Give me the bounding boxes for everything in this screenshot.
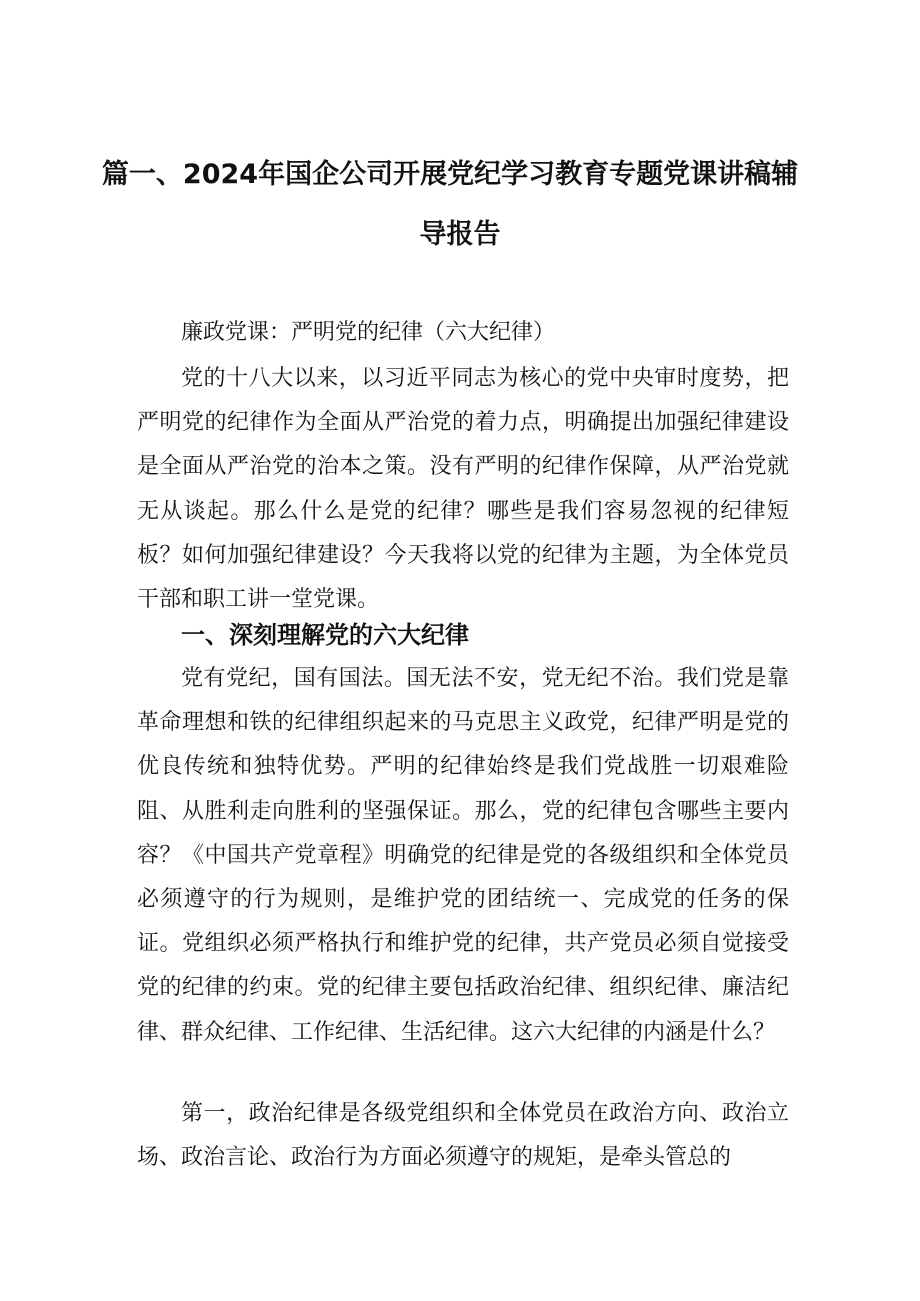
document-title-line-1: 篇一、2024年国企公司开展党纪学习教育专题党课讲稿辅 <box>101 159 799 190</box>
paragraph-discipline-overview <box>137 657 789 1055</box>
paragraph-text: 党有党纪，国有国法。国无法不安，党无纪不治。我们党是靠革命理想和铁的纪律组织起来的马克思主义政党，纪律严明是党的优良传统和独特优势。严明的纪律始终是我们党战胜一切艰难险阻、从胜利走向胜利的坚强保证。那么，党的纪律包含哪些主要内容？《中国共产党章程》明确党的纪律是党的各级组织和全体党员必须遵守的行为规则，是维护党的团结统一、完成党的任务的保证。党组织必须严格执行和维护党的纪律，共产党员必须自觉接受党的纪律的约束。党的纪律主要包括政治纪律、组织纪律、廉洁纪律、群众纪律、工作纪律、生活纪律。这六大纪律的内涵是什么？ <box>137 666 789 1045</box>
paragraph-text: 第一，政治纪律是各级党组织和全体党员在政治方向、政治立场、政治言论、政治行为方面必须遵守的规矩，是牵头管总的 <box>137 1101 789 1171</box>
paragraph-text: 党的十八大以来，以习近平同志为核心的党中央审时度势，把严明党的纪律作为全面从严治党的着力点，明确提出加强纪律建设是全面从严治党的治本之策。没有严明的纪律作保障，从严治党就无从谈起。那么什么是党的纪律？哪些是我们容易忽视的纪律短板？如何加强纪律建设？今天我将以党的纪律为主题，为全体党员干部和职工讲一堂党课。 <box>137 366 789 613</box>
section-heading-1: 一、深刻理解党的六大纪律 <box>181 621 469 649</box>
paragraph-intro <box>137 357 789 622</box>
lecture-subtitle: 廉政党课：严明党的纪律（六大纪律） <box>181 320 556 345</box>
document-title-line-2: 导报告 <box>419 219 501 250</box>
paragraph-political-discipline <box>137 1092 789 1180</box>
